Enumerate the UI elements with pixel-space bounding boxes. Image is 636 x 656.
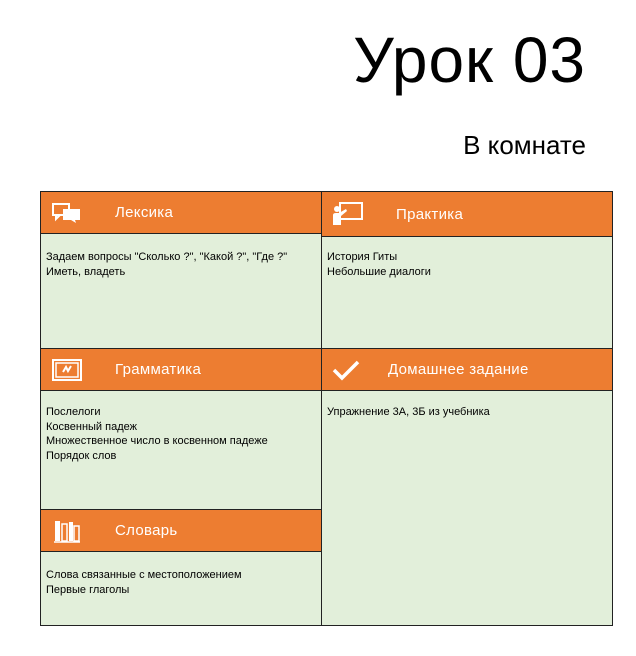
card-header — [41, 192, 321, 234]
card-content — [46, 568, 316, 597]
card-content — [46, 405, 316, 463]
list-item: Послелоги — [46, 406, 101, 418]
card-content — [327, 405, 607, 420]
card-label: Практика — [396, 205, 464, 223]
card-grammar — [40, 348, 322, 510]
card-content — [327, 250, 607, 279]
checkmark-icon — [324, 349, 368, 391]
page-subtitle: В комнате — [463, 130, 586, 160]
books-icon — [45, 510, 89, 552]
card-vocabulary-topics — [40, 191, 322, 349]
list-item: Первые глаголы — [46, 583, 130, 596]
card-homework — [321, 348, 613, 626]
list-item: История Гиты — [327, 251, 398, 263]
card-header — [41, 349, 321, 391]
list-item: Небольшие диалоги — [327, 265, 431, 278]
tablet-icon — [45, 349, 89, 391]
card-practice — [321, 191, 613, 349]
card-content — [46, 250, 316, 279]
list-item: Упражнение 3А, 3Б из учебника — [327, 406, 490, 418]
card-header — [322, 349, 612, 391]
list-item: Слова связанные с местоположением — [46, 569, 242, 581]
list-item: Задаем вопросы "Сколько ?", "Какой ?", "Где ?" — [46, 251, 288, 263]
chat-bubbles-icon — [45, 192, 89, 234]
page-title: Урок 03 — [353, 24, 586, 96]
card-label: Грамматика — [115, 361, 202, 378]
card-label: Лексика — [115, 204, 174, 221]
list-item: Иметь, владеть — [46, 265, 126, 278]
presentation-board-icon — [326, 193, 370, 235]
card-label: Словарь — [115, 522, 178, 539]
list-item: Косвенный падеж — [46, 420, 137, 433]
list-item: Множественное число в косвенном падеже — [46, 435, 268, 447]
card-header — [41, 510, 321, 552]
card-header — [322, 192, 612, 237]
card-label: Домашнее задание — [388, 361, 529, 378]
list-item: Порядок слов — [46, 449, 117, 462]
card-dictionary — [40, 509, 322, 626]
